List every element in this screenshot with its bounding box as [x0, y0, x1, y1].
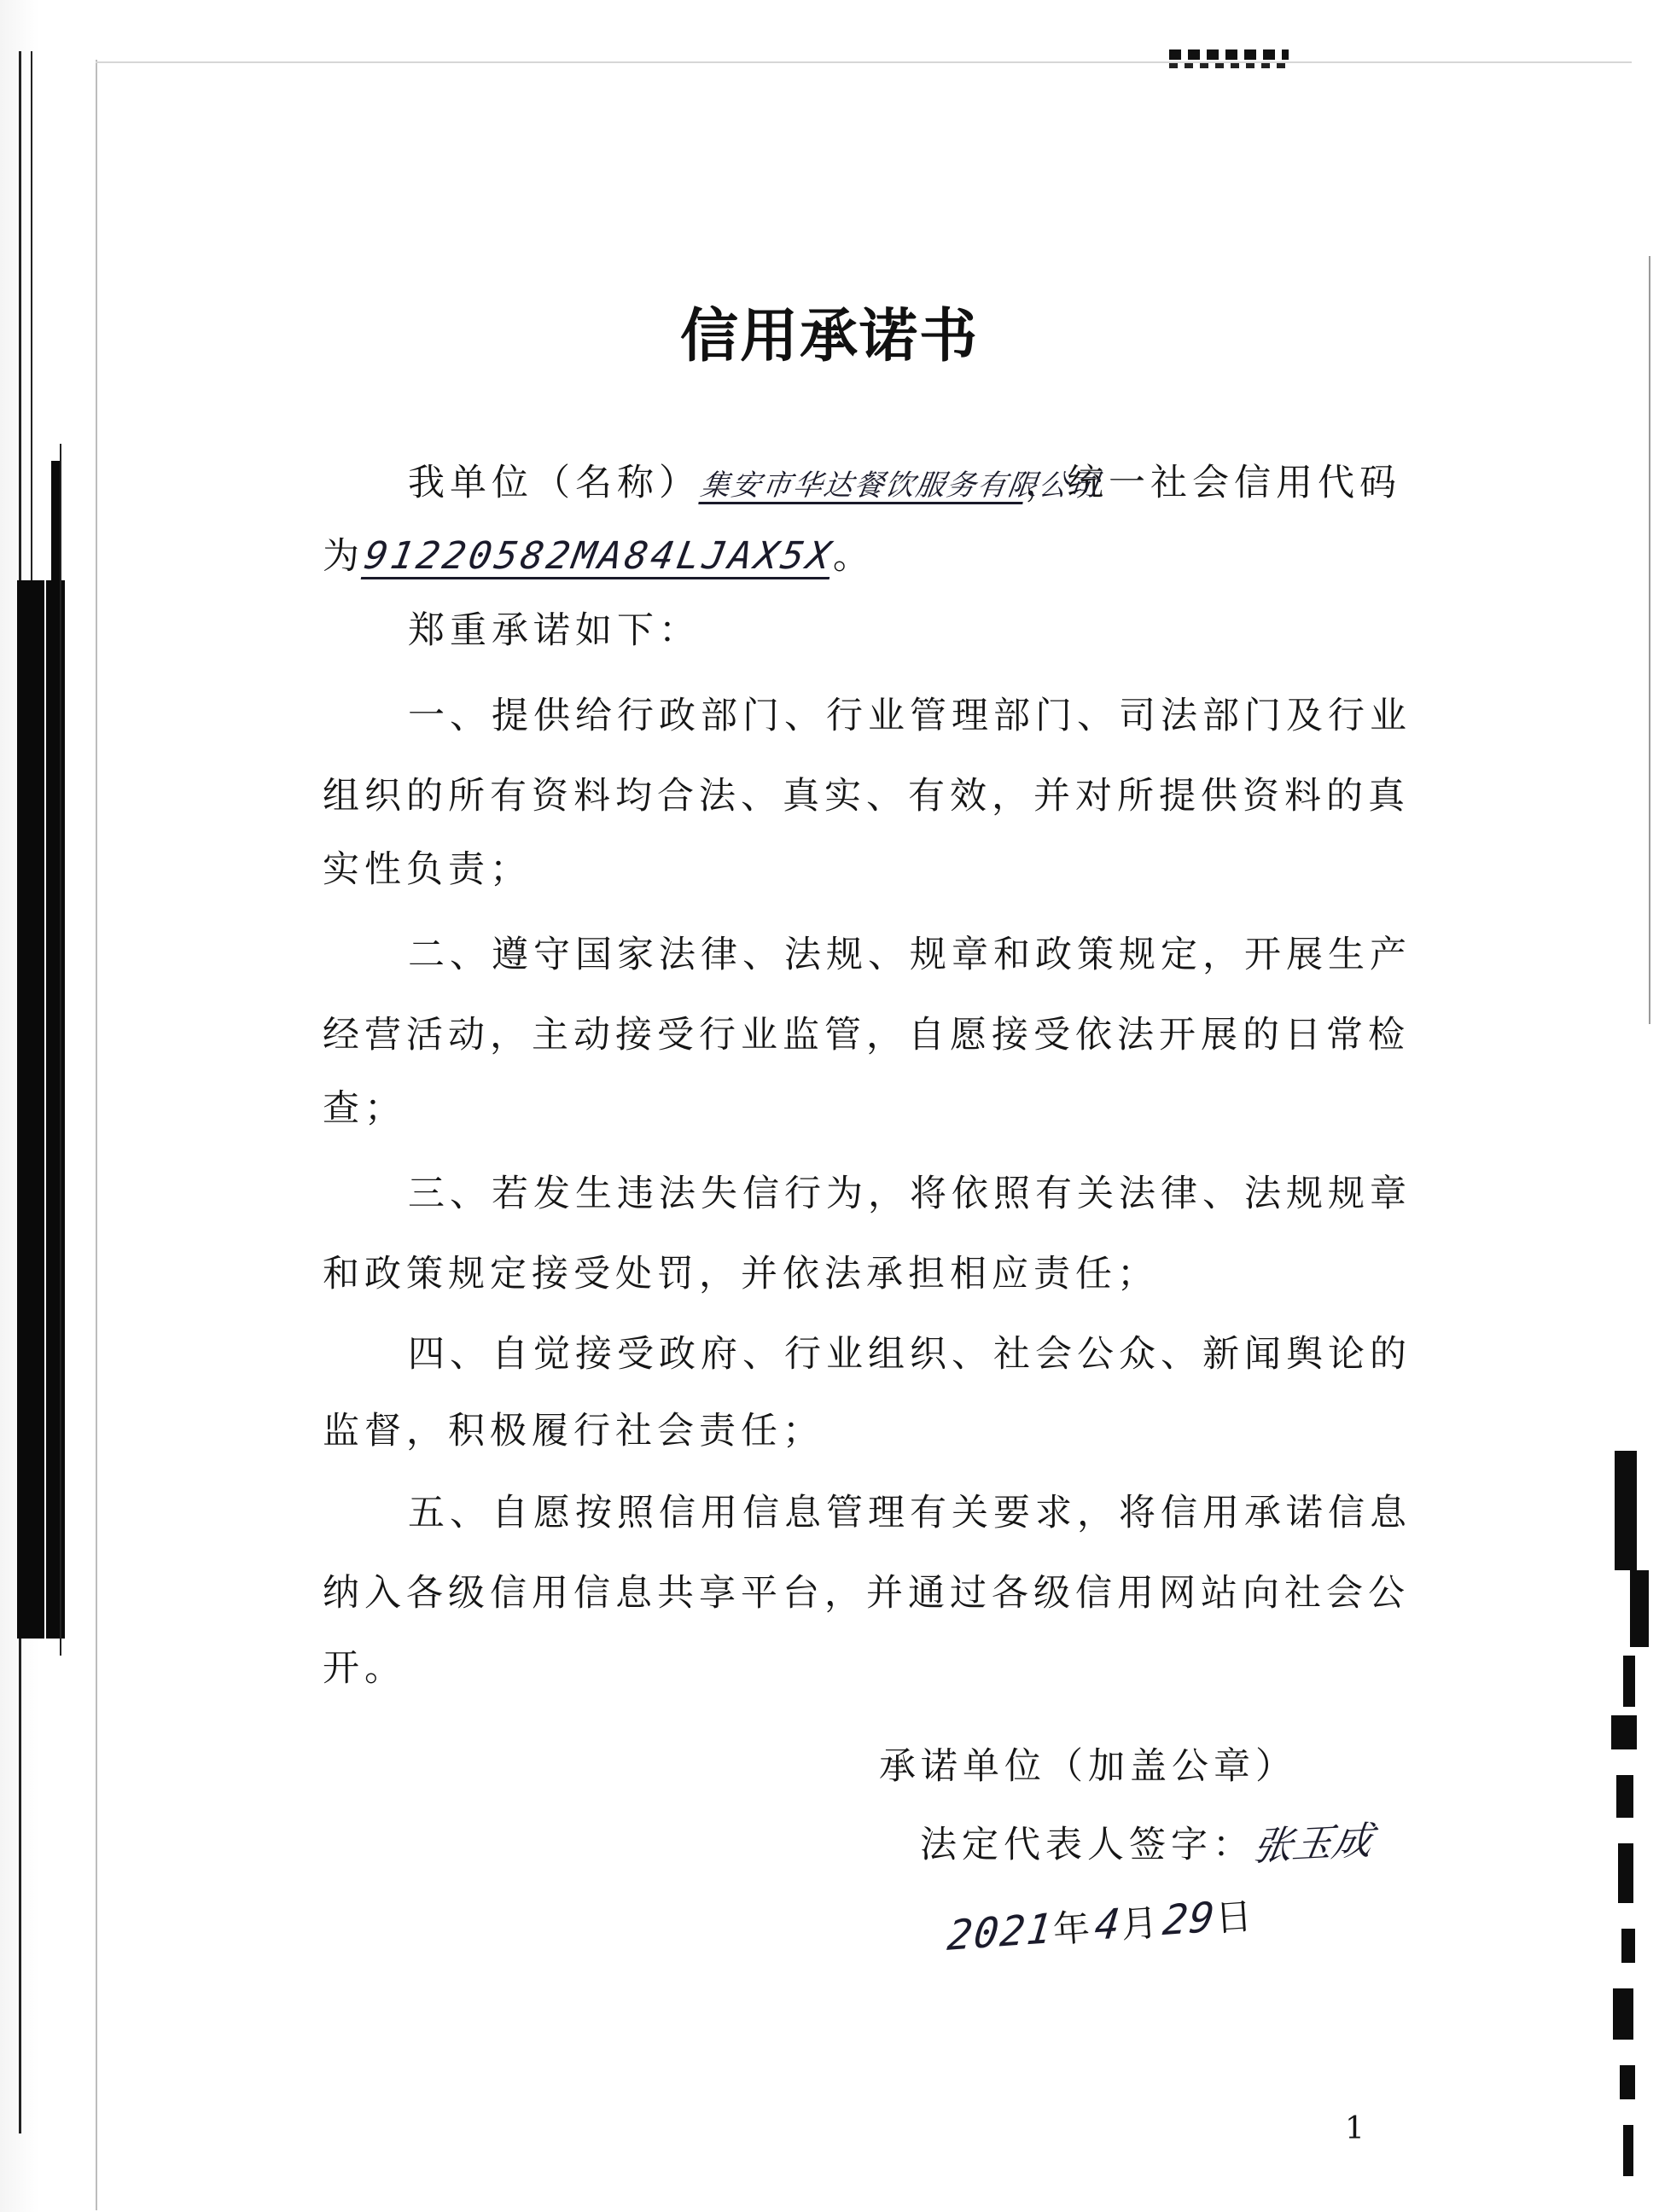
scan-right-bar: [1615, 1451, 1637, 1570]
date-year: 2021: [945, 1904, 1056, 1960]
clause-1-line-2: 组织的所有资料均合法、真实、有效，并对所提供资料的真: [323, 775, 1410, 818]
scan-right-bar: [1630, 1570, 1649, 1647]
intro-line2-suffix: 。: [832, 535, 875, 578]
clause-1-line-3: 实性负责；: [323, 848, 532, 891]
scan-right-bar: [1621, 1929, 1635, 1963]
scan-right-bar: [1616, 1775, 1633, 1818]
clause-4-line-1: 四、自觉接受政府、行业组织、社会公众、新闻舆论的: [408, 1333, 1412, 1376]
clause-5-line-1: 五、自愿按照信用信息管理有关要求，将信用承诺信息: [408, 1492, 1412, 1534]
page-border: [96, 61, 1632, 63]
intro-line-2: [323, 534, 875, 579]
clause-4-line-2: 监督，积极履行社会责任；: [323, 1410, 824, 1452]
sign-date: [945, 1893, 1259, 1960]
date-month-unit: 月: [1119, 1901, 1165, 1947]
scan-top-mark: [1169, 49, 1289, 60]
sign-date-tilt: [946, 1887, 1259, 1960]
date-day: 29: [1160, 1893, 1219, 1946]
scan-right-bar: [1620, 2065, 1635, 2099]
clause-1-line-1: 一、提供给行政部门、行业管理部门、司法部门及行业: [408, 695, 1412, 737]
legal-rep-line: [920, 1813, 1377, 1870]
legal-rep-signature: 张玉成: [1249, 1817, 1377, 1870]
intro-line2-prefix: 为: [323, 535, 364, 578]
page-border: [96, 60, 97, 2210]
scan-right-bar: [1623, 2125, 1633, 2176]
scan-edge-bar: [46, 580, 65, 1639]
clause-5-line-2: 纳入各级信用信息共享平台，并通过各级信用网站向社会公: [323, 1572, 1410, 1615]
clause-2-line-2: 经营活动，主动接受行业监管，自愿接受依法开展的日常检: [323, 1014, 1410, 1057]
intro-middle: ，统一社会信用代码: [1025, 462, 1401, 504]
clause-5-line-3: 开。: [323, 1647, 406, 1690]
scan-right-bar: [1613, 1988, 1633, 2040]
scan-edge-line: [60, 444, 61, 1656]
scan-right-bar: [1623, 1656, 1635, 1707]
intro-line-1: [408, 462, 1401, 504]
intro-prefix: 我单位（名称）: [408, 462, 701, 504]
scan-right-bar: [1618, 1843, 1633, 1903]
date-year-unit: 年: [1051, 1906, 1097, 1952]
date-day-unit: 日: [1214, 1895, 1259, 1941]
document-title: 信用承诺书: [679, 303, 979, 370]
page-number: 1: [1345, 2111, 1365, 2146]
scan-right-bar: [1611, 1715, 1637, 1749]
clause-3-line-1: 三、若发生违法失信行为，将依照有关法律、法规规章: [408, 1173, 1412, 1215]
legal-rep-label: 法定代表人签字：: [920, 1824, 1254, 1866]
clause-2-line-1: 二、遵守国家法律、法规、规章和政策规定，开展生产: [408, 934, 1412, 976]
scan-top-mark: [1169, 63, 1289, 68]
company-name-handwritten: 集安市华达餐饮服务有限公司: [698, 469, 1103, 503]
promise-heading: 郑重承诺如下：: [408, 609, 701, 652]
credit-code-handwritten: 91220582MA84LJAX5X: [361, 534, 837, 578]
clause-2-line-3: 查；: [323, 1087, 406, 1130]
date-month: 4: [1091, 1900, 1124, 1950]
commitment-unit-label: 承诺单位（加盖公章）: [879, 1745, 1297, 1788]
clause-3-line-2: 和政策规定接受处罚，并依法承担相应责任；: [323, 1253, 1159, 1295]
scan-edge-bar: [17, 580, 44, 1639]
